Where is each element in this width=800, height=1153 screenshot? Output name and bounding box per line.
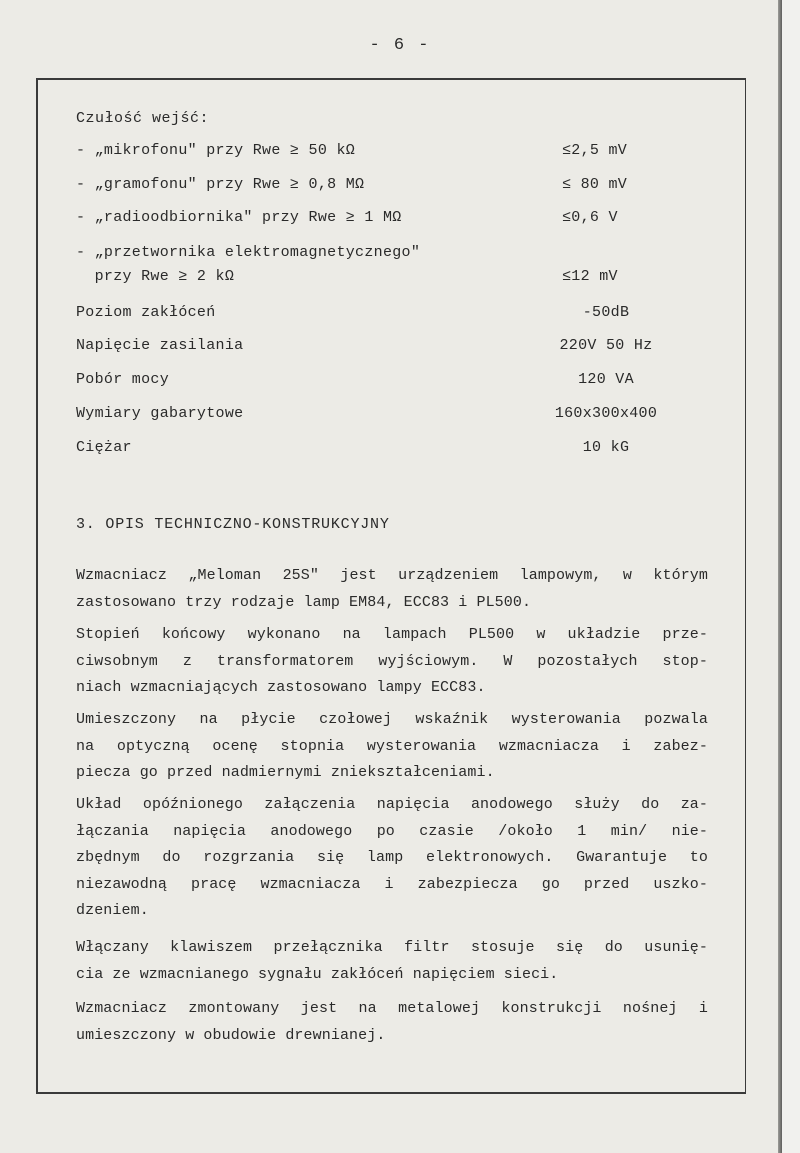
page-margin <box>782 0 800 1153</box>
spec-label: - „radioodbiornika" przy Rwe ≥ 1 MΩ <box>76 209 402 226</box>
spec-value: ≤0,6 V <box>562 209 618 226</box>
spec-label: - „przetwornika elektromagnetycznego" <box>76 244 421 261</box>
paragraph-line: piecza go przed nadmiernymi zniekształceniami. <box>76 764 495 781</box>
paragraph-line: łączania napięcia anodowego po czasie /około 1 min/ nie- <box>76 822 708 840</box>
spec-label: - „gramofonu" przy Rwe ≥ 0,8 MΩ <box>76 176 365 193</box>
spec-row-power <box>76 371 676 393</box>
spec-label: przy Rwe ≥ 2 kΩ <box>76 268 235 285</box>
paragraph-line: ciwsobnym z transformatorem wyjściowym. W pozostałych stop- <box>76 652 708 670</box>
spec-row-transducer-cont <box>76 268 676 290</box>
paragraph-line: Układ opóźnionego załączenia napięcia anodowego służy do za- <box>76 796 708 813</box>
paragraph-line: zbędnym do rozgrzania się lamp elektronowych. Gwarantuje to <box>76 849 708 866</box>
paragraph-line: niezawodną pracę wzmacniacza i zabezpiecza go przed uszko- <box>76 875 708 893</box>
paragraph-line: Włączany klawiszem przełącznika filtr stosuje się do usunię- <box>76 939 708 956</box>
spec-value: 220V 50 Hz <box>559 337 653 354</box>
paragraph-filter <box>76 935 708 988</box>
spec-label: Pobór mocy <box>76 371 170 388</box>
paragraph-line: Stopień końcowy wykonano na lampach PL500 w układzie prze- <box>76 626 708 643</box>
spec-row-supply <box>76 337 676 359</box>
paragraph-line: Wzmacniacz zmontowany jest na metalowej konstrukcji nośnej i <box>76 1000 708 1017</box>
spec-label: Napięcie zasilania <box>76 337 244 354</box>
spec-label: Ciężar <box>76 439 132 456</box>
paragraph-line: dzeniem. <box>76 902 149 919</box>
spec-value: 160x300x400 <box>554 405 658 422</box>
spec-row-turntable <box>76 176 676 198</box>
spec-row-noise <box>76 304 676 326</box>
spec-row-weight <box>76 439 676 461</box>
page-edge-shadow <box>778 0 782 1153</box>
spec-label: Poziom zakłóceń <box>76 304 216 321</box>
paragraph-anode-delay <box>76 792 708 925</box>
paragraph-line: Umieszczony na płycie czołowej wskaźnik wysterowania pozwala <box>76 711 708 728</box>
spec-label: Wymiary gabarytowe <box>76 405 244 422</box>
paragraph-line: Wzmacniacz „Meloman 25S" jest urządzeniem lampowym, w którym <box>76 567 708 584</box>
paragraph-line: zastosowano trzy rodzaje lamp EM84, ECC83 i PL500. <box>76 593 532 611</box>
spec-row-transducer <box>76 244 676 266</box>
paragraph-construction <box>76 996 708 1049</box>
spec-row-radio <box>76 209 676 231</box>
spec-value: ≤ 80 mV <box>562 176 628 193</box>
spec-label: - „mikrofonu" przy Rwe ≥ 50 kΩ <box>76 142 356 159</box>
paragraph-intro <box>76 563 708 616</box>
paragraph-level-indicator <box>76 707 708 787</box>
paragraph-line: cia ze wzmacnianego sygnału zakłóceń napięciem sieci. <box>76 965 559 983</box>
paragraph-line: niach wzmacniających zastosowano lampy ECC83. <box>76 679 486 696</box>
section-heading: 3. OPIS TECHNICZNO-KONSTRUKCYJNY <box>76 516 390 533</box>
paragraph-line: umieszczony w obudowie drewnianej. <box>76 1026 386 1044</box>
spec-value: -50dB <box>582 304 630 321</box>
spec-value: 120 VA <box>578 371 634 388</box>
spec-row-dimensions <box>76 405 676 427</box>
paragraph-line: na optyczną ocenę stopnia wysterowania wzmacniacza i zabez- <box>76 737 708 755</box>
spec-value: ≤12 mV <box>562 268 618 285</box>
input-sensitivity-title: Czułość wejść: <box>76 110 210 127</box>
spec-value: ≤2,5 mV <box>562 142 628 159</box>
paragraph-output-stage <box>76 622 708 702</box>
spec-value: 10 kG <box>582 439 630 456</box>
page-number: - 6 - <box>369 36 431 55</box>
spec-row-microphone <box>76 142 676 164</box>
